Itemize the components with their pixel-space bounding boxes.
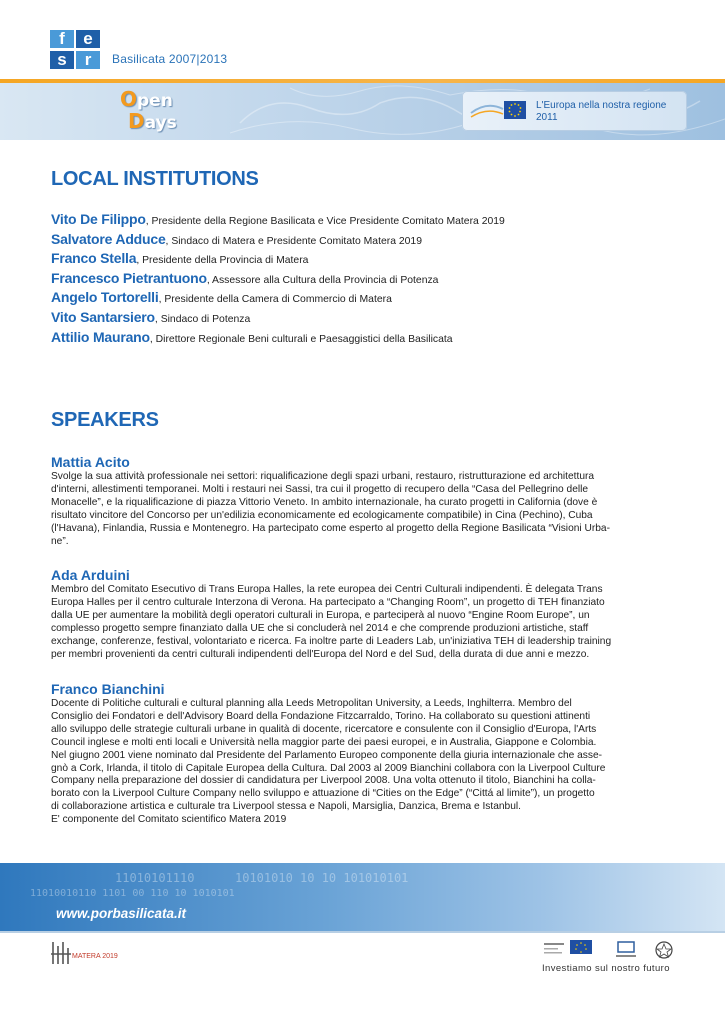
speaker-bio-line: Docente di Politiche culturali e cultural planning alla Leeds Metropolitan University, a Leeds, Inghilterra. Membro del — [51, 698, 572, 709]
fesr-letter: e — [76, 30, 100, 48]
open-days-word1: pen — [137, 91, 173, 111]
speaker-bio-line: Monacelle”, e la riqualificazione di piazza Vittorio Veneto. In ambito internazionale, ha curato progetti in California (dove è — [51, 496, 598, 508]
open-days-logo — [120, 89, 177, 133]
speaker-bio-line: Europa Halles per il centro culturale Interzona di Verona. Ha partecipato a “Changing Room”, un progetto di TEH finanziato — [51, 596, 605, 608]
institution-role: , Sindaco di Matera e Presidente Comitato Matera 2019 — [165, 235, 422, 247]
speaker-bio-line: E' componente del Comitato scientifico Matera 2019 — [51, 814, 287, 826]
institution-name: Franco Stella — [51, 250, 137, 267]
speaker-name: Franco Bianchini — [51, 681, 165, 697]
eu-fund-logo-icon — [542, 940, 566, 962]
binary-decoration: 11010010110 1101 00 110 10 1010101 — [30, 888, 235, 899]
institution-row — [51, 329, 691, 349]
footer-divider — [0, 931, 725, 933]
speaker-bio-line: per membri provenienti da centri culturali indipendenti dell'Europa del Nord e del Sud, della durata di due anni e mezzo. — [51, 648, 590, 660]
institution-role: , Direttore Regionale Beni culturali e Paesaggistici della Basilicata — [149, 333, 453, 345]
institution-role: , Presidente della Camera di Commercio di Matera — [158, 294, 392, 306]
institution-role: , Assessore alla Cultura della Provincia di Potenza — [206, 274, 439, 286]
speaker-bio-line: risultato vincitore del Concorso per un'edilizia economicamente ed ecologicamente compatibile) in Cina (Pechino), Cuba — [51, 509, 593, 521]
footer-url-link[interactable]: www.porbasilicata.it — [56, 906, 187, 921]
regione-basilicata-logo-icon — [614, 940, 638, 960]
speaker-bio-line: exchange, conferenze, festival, volontariato e ricerca. Fa inoltre parte di Leaders Lab, un'iniziativa TEH di leadership training — [51, 635, 612, 647]
europa-title: L'Europa nella nostra regione — [536, 100, 667, 111]
speaker-bio-line: borato con la Liverpool Culture Company nello sviluppo e attuazione di “Cities on the Edge” (“Cittá al limite”), un progetto — [51, 788, 595, 800]
speaker-bio-line: Council inglese e molti enti locali e Università nella maggior parte dei paesi europei, e in Australia, Giappone e Colombia. — [51, 736, 597, 748]
matera-brand — [72, 953, 118, 961]
fesr-logo-grid — [50, 30, 106, 70]
open-days-word2: ays — [144, 113, 177, 133]
speakers-heading: SPEAKERS — [51, 409, 159, 431]
institutions-list — [51, 211, 691, 348]
matera-mark-icon — [50, 940, 72, 966]
speaker-bio-line: gnò a Cork, Irlanda, il titolo di Capitale Europea della Cultura. Dal 2003 al 2009 Bianchini collabora con la Liverpool Culture — [51, 762, 606, 774]
fesr-letter: r — [76, 51, 100, 69]
institution-role: , Presidente della Regione Basilicata e Vice Presidente Comitato Matera 2019 — [145, 216, 505, 227]
speaker-bio — [51, 584, 691, 661]
speaker-entry — [51, 681, 691, 827]
matera-2019-logo — [50, 940, 140, 970]
fesr-letter: s — [50, 51, 74, 69]
funding-logos — [542, 940, 677, 964]
speaker-name: Mattia Acito — [51, 454, 130, 470]
institution-row — [51, 270, 691, 290]
speaker-entry — [51, 454, 691, 548]
institution-name: Angelo Tortorelli — [51, 289, 159, 306]
speaker-bio — [51, 698, 691, 827]
eu-flag-icon — [504, 101, 526, 119]
open-days-cap-d: D — [128, 109, 145, 133]
speaker-bio-line: (l'Havana), Finlandia, Russia e Montenegro. Ha partecipato come esperto al progetto della Regione Basilicata “Visioni Urba- — [51, 522, 610, 534]
speaker-bio-line: Svolge la sua attività professionale nei settori: riqualificazione degli spazi urbani, restauro, ristrutturazione ed architettura — [51, 471, 595, 482]
institution-row — [51, 231, 691, 251]
institution-name: Vito Santarsiero — [51, 308, 155, 325]
speaker-bio-line: dalla UE per aumentare la mobilità degli operatori culturali in Europa, e parteciperà al nuovo “Engine Room Europe”, un — [51, 609, 590, 621]
institution-role: , Sindaco di Potenza — [154, 313, 251, 325]
institution-name: Francesco Pietrantuono — [51, 269, 207, 286]
italian-republic-emblem-icon — [654, 940, 674, 962]
footer-banner — [0, 863, 725, 931]
speaker-name: Ada Arduini — [51, 567, 130, 583]
speaker-entry — [51, 567, 691, 661]
local-institutions-heading: LOCAL INSTITUTIONS — [51, 168, 259, 190]
institution-name: Salvatore Adduce — [51, 230, 166, 247]
institution-role: , Presidente della Provincia di Matera — [136, 255, 309, 267]
investiamo-tagline: Investiamo sul nostro futuro — [542, 963, 670, 974]
institution-name: Attilio Maurano — [51, 328, 150, 345]
program-label: Basilicata 2007|2013 — [112, 52, 228, 66]
speaker-bio-line: d'interni, allestimenti temporanei. Molti i restauri nei Sassi, tra cui il progetto di recupero della “Casa del Pellegrino delle — [51, 483, 589, 495]
eu-flag-small-icon — [570, 940, 592, 958]
binary-decoration: 11010101110 — [115, 871, 195, 885]
institution-name: Vito De Filippo — [51, 211, 146, 227]
open-days-cap-o: O — [120, 87, 138, 111]
institution-row — [51, 211, 691, 231]
speaker-bio-line: complesso progetto sempre finanziato dalla UE che si concluderà nel 2014 e che comprende produzioni artistiche, staff — [51, 622, 589, 634]
fesr-letter: f — [50, 30, 74, 48]
speaker-bio-line: Consiglio dei Fondatori e dell'Advisory Board della Fondazione Fitzcarraldo, Torino. Ha collaborato su questioni attinenti — [51, 710, 591, 722]
institution-row — [51, 309, 691, 329]
speaker-bio — [51, 471, 691, 548]
speaker-bio-line: Membro del Comitato Esecutivo di Trans Europa Halles, la rete europea dei Centri Culturali indipendenti. È delegata Trans — [51, 584, 603, 595]
speaker-bio-line: di collaborazione artistica e culturale tra Liverpool stessa e Napoli, Marsiglia, Danzica, Brema e Istanbul. — [51, 801, 521, 813]
institution-row — [51, 250, 691, 270]
europa-badge — [462, 91, 687, 131]
fesr-logo — [50, 30, 370, 72]
institution-row — [51, 289, 691, 309]
speaker-bio-line: allo sviluppo delle strategie culturali urbane in qualità di docente, ricercatore e consulente con il Consiglio d'Europa, l'Arts — [51, 723, 597, 735]
speaker-bio-line: ne”. — [51, 535, 69, 547]
open-days-banner — [0, 83, 725, 140]
matera-brand-text: MATERA 2019 — [72, 953, 118, 960]
swoosh-icon — [470, 99, 504, 123]
europa-text — [536, 100, 666, 124]
binary-decoration: 10101010 10 10 101010101 — [235, 871, 409, 885]
speaker-bio-line: Nel giugno 2001 viene nominato dal Presidente del Parlamento Europeo componente della giuria internazionale che asse- — [51, 749, 603, 761]
speaker-bio-line: Company nella preparazione del dossier di candidatura per Liverpool 2008. Una volta ottenuto il titolo, Bianchini ha colla- — [51, 775, 596, 787]
europa-year: 2011 — [536, 112, 558, 123]
